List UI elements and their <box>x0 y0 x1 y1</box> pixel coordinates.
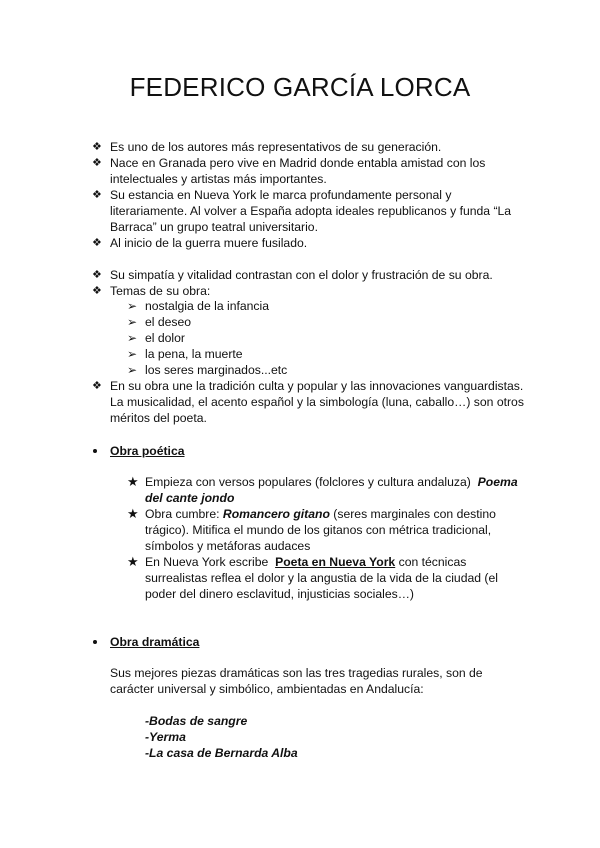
work-title: Poema <box>477 475 518 489</box>
star-bullet-icon: ★ <box>127 554 139 569</box>
drama-title: -Bodas de sangre <box>145 714 248 728</box>
text: Obra cumbre: <box>145 507 220 521</box>
section-heading-poetica: Obra poética <box>110 444 185 458</box>
bullet-text: intelectuales y artistas más importantes. <box>110 172 327 186</box>
paragraph-line: Sus mejores piezas dramáticas son las tres tragedias rurales, son de <box>110 666 483 680</box>
theme-item: los seres marginados...etc <box>145 363 288 377</box>
bullet-text: méritos del poeta. <box>110 411 207 425</box>
diamond-bullet-icon: ❖ <box>92 380 102 392</box>
circle-bullet-icon <box>93 640 97 644</box>
page-title: FEDERICO GARCÍA LORCA <box>129 72 471 102</box>
bullet-text: surrealistas reflea el dolor y la angustia de la vida de la ciudad (el <box>145 571 498 585</box>
circle-bullet-icon <box>93 449 97 453</box>
bullet-text: símbolos y metáforas audaces <box>145 539 311 553</box>
bullet-text: poder del dinero esclavitud, injusticias sociales…) <box>145 587 414 601</box>
poetica-item-1-line1 <box>145 474 518 490</box>
star-bullet-icon: ★ <box>127 474 139 489</box>
text: Empieza con versos populares (folclores y cultura andaluza) <box>145 475 471 489</box>
theme-item: el deseo <box>145 315 192 329</box>
bullet-text: literariamente. Al volver a España adopta ideales republicanos y funda “La <box>110 204 512 218</box>
drama-title: -La casa de Bernarda Alba <box>145 746 298 760</box>
work-title: Romancero gitano <box>222 507 330 521</box>
star-bullet-icon: ★ <box>127 506 139 521</box>
bullet-text: Es uno de los autores más representativos de su generación. <box>110 140 442 154</box>
poetica-item-3-line1 <box>145 554 466 570</box>
arrow-bullet-icon: ➢ <box>127 315 138 329</box>
arrow-bullet-icon: ➢ <box>127 299 138 313</box>
bullet-text: Barraca” un grupo teatral universitario. <box>110 220 318 234</box>
arrow-bullet-icon: ➢ <box>127 331 138 345</box>
poetica-item-2-line1 <box>145 506 496 522</box>
theme-item: nostalgia de la infancia <box>145 299 269 313</box>
bullet-text: Nace en Granada pero vive en Madrid donde entabla amistad con los <box>110 156 486 170</box>
bullet-text: En su obra une la tradición culta y popular y las innovaciones vanguardistas. <box>110 379 524 393</box>
text: (seres marginales con destino <box>333 507 496 521</box>
drama-title: -Yerma <box>145 730 186 744</box>
theme-item: el dolor <box>145 331 185 345</box>
diamond-bullet-icon: ❖ <box>92 157 102 169</box>
paragraph-line: carácter universal y simbólico, ambientadas en Andalucía: <box>110 682 424 696</box>
diamond-bullet-icon: ❖ <box>92 269 102 281</box>
work-title: Poeta en Nueva York <box>275 555 396 569</box>
diamond-bullet-icon: ❖ <box>92 189 102 201</box>
bullet-text: Temas de su obra: <box>110 284 211 298</box>
text: con técnicas <box>398 555 467 569</box>
bullet-text: Al inicio de la guerra muere fusilado. <box>110 236 308 250</box>
work-title: del cante jondo <box>145 491 235 505</box>
bullet-text: trágico). Mitifica el mundo de los gitanos con métrica tradicional, <box>145 523 492 537</box>
diamond-bullet-icon: ❖ <box>92 141 102 153</box>
bullet-text: Su simpatía y vitalidad contrastan con el dolor y frustración de su obra. <box>110 268 493 282</box>
text: En Nueva York escribe <box>145 555 269 569</box>
bullet-text: Su estancia en Nueva York le marca profundamente personal y <box>110 188 452 202</box>
theme-item: la pena, la muerte <box>145 347 243 361</box>
diamond-bullet-icon: ❖ <box>92 237 102 249</box>
bullet-text: La musicalidad, el acento español y la simbología (luna, caballo…) son otros <box>110 395 524 409</box>
diamond-bullet-icon: ❖ <box>92 285 102 297</box>
arrow-bullet-icon: ➢ <box>127 363 138 377</box>
section-heading-dramatica: Obra dramática <box>110 635 200 649</box>
arrow-bullet-icon: ➢ <box>127 347 138 361</box>
